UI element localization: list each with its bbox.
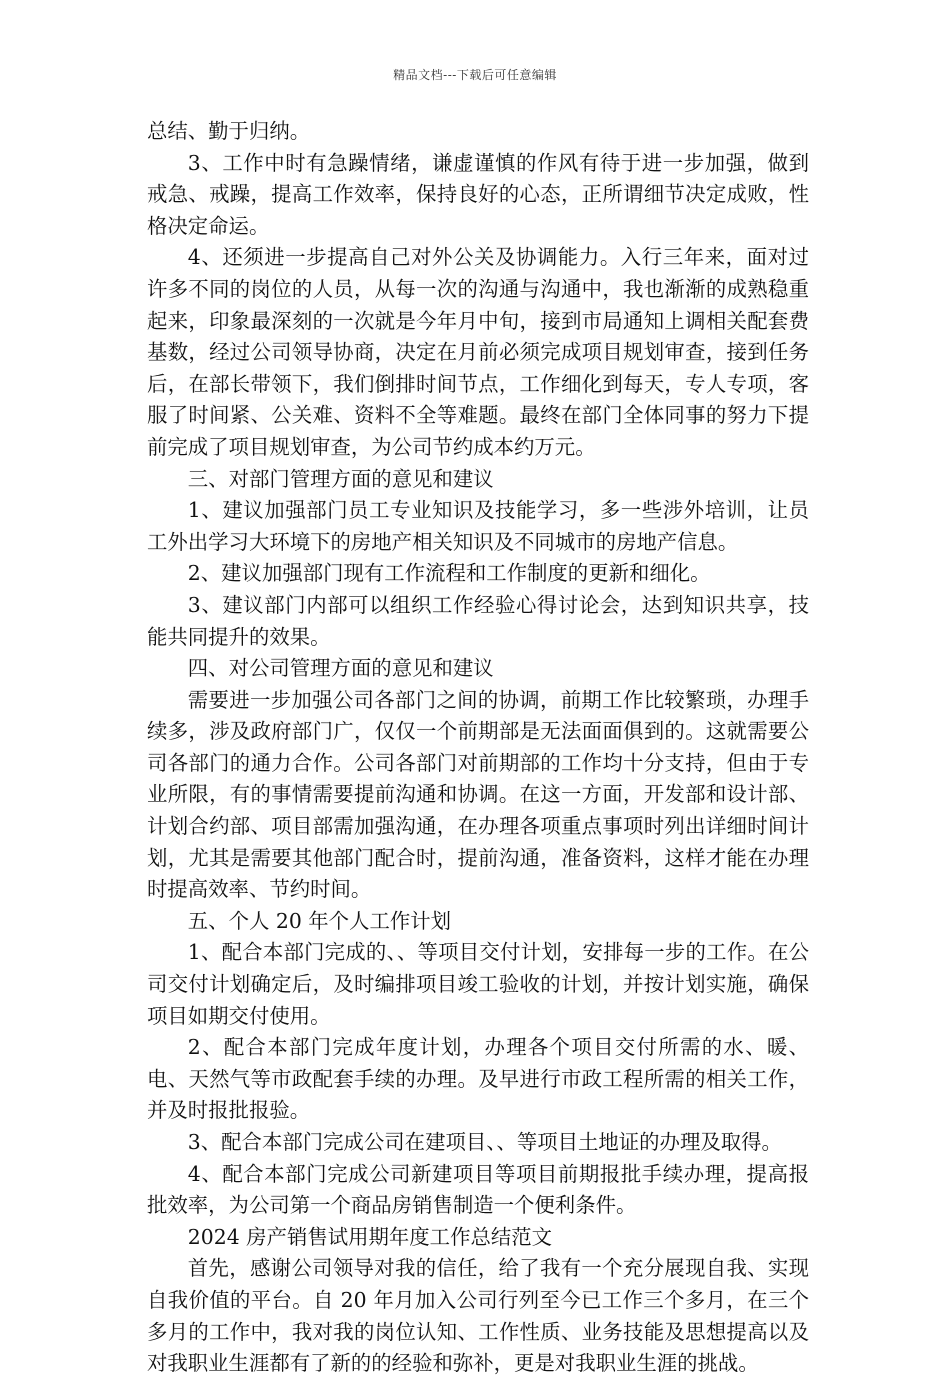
paragraph: 2、建议加强部门现有工作流程和工作制度的更新和细化。 — [187, 561, 711, 586]
page-header: 精品文档---下载后可任意编辑 — [393, 68, 557, 82]
section-heading: 四、对公司管理方面的意见和建议 — [187, 656, 494, 681]
paragraph: 1、建议加强部门员工专业知识及技能学习，多一些涉外培训，让员工外出学习大环境下的房地产相关知识及不同城市的房地产信息。 — [147, 498, 809, 554]
paragraph: 总结、勤于归纳。 — [147, 119, 311, 143]
section-heading: 五、个人 20 年个人工作计划 — [187, 908, 452, 933]
paragraph: 3、配合本部门完成公司在建项目、、等项目土地证的办理及取得。 — [187, 1130, 782, 1154]
article-title: 2024 房产销售试用期年度工作总结范文 — [187, 1224, 553, 1249]
paragraph: 需要进一步加强公司各部门之间的协调，前期工作比较繁琐，办理手续多，涉及政府部门广，仅仅一个前期部是无法面面俱到的。这就需要公司各部门的通力合作。公司各部门对前期部的工作均十分支持，但由于专业所限，有的事情需要提前沟通和协调。在这一方面，开发部和设计部、计划合约部、项目部需加强沟通，在办理各项重点事项时列出详细时间计划，尤其是需要其他部门配合时，提前沟通，准备资料，这样才能在办理时提高效率、节约时间。 — [147, 687, 809, 902]
paragraph: 2、配合本部门完成年度计划，办理各个项目交付所需的水、暖、电、天然气等市政配套手续的办理。及早进行市政工程所需的相关工作，并及时报批报验。 — [147, 1035, 809, 1123]
document-body — [147, 116, 809, 1380]
paragraph: 首先，感谢公司领导对我的信任，给了我有一个充分展现自我、实现自我价值的平台。自 20 年月加入公司行列至今已工作三个多月，在三个多月的工作中，我对我的岗位认知、工作性质、业务技能及思想提高以及对我职业生涯都有了新的的经验和弥补，更是对我职业生涯的挑战。 — [147, 1256, 809, 1376]
paragraph: 4、配合本部门完成公司新建项目等项目前期报批手续办理，提高报批效率，为公司第一个商品房销售制造一个便利条件。 — [147, 1161, 809, 1218]
paragraph: 4、还须进一步提高自己对外公关及协调能力。入行三年来，面对过许多不同的岗位的人员，从每一次的沟通与沟通中，我也渐渐的成熟稳重起来，印象最深刻的一次就是今年月中旬，接到市局通知上调相关配套费基数，经过公司领导协商，决定在月前必须完成项目规划审查，接到任务后，在部长带领下，我们倒排时间节点，工作细化到每天，专人专项，客服了时间紧、公关难、资料不全等难题。最终在部门全体同事的努力下提前完成了项目规划审查，为公司节约成本约万元。 — [147, 245, 809, 459]
paragraph: 3、工作中时有急躁情绪，谦虚谨慎的作风有待于进一步加强，做到戒急、戒躁，提高工作效率，保持良好的心态，正所谓细节决定成败，性格决定命运。 — [147, 150, 809, 238]
paragraph: 3、建议部门内部可以组织工作经验心得讨论会，达到知识共享，技能共同提升的效果。 — [147, 592, 809, 649]
section-heading: 三、对部门管理方面的意见和建议 — [187, 466, 494, 491]
paragraph: 1、配合本部门完成的、、等项目交付计划，安排每一步的工作。在公司交付计划确定后，及时编排项目竣工验收的计划，并按计划实施，确保项目如期交付使用。 — [147, 940, 809, 1028]
